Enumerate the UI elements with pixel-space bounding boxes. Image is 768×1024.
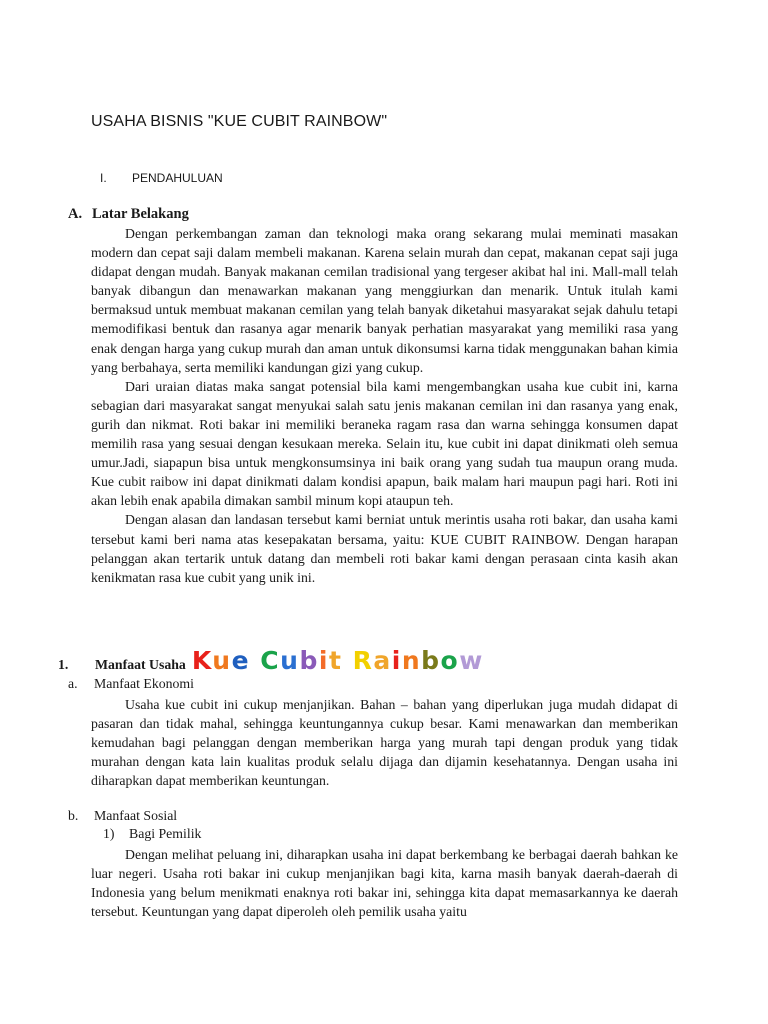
pemilik-label: Bagi Pemilik (129, 826, 202, 841)
sosial-label: Manfaat Sosial (94, 808, 178, 823)
pemilik-number: 1) (103, 826, 115, 841)
ekonomi-label: Manfaat Ekonomi (94, 676, 195, 691)
rainbow-letter: t (328, 646, 343, 675)
rainbow-letter: u (280, 646, 300, 675)
section-a-heading (68, 206, 189, 223)
manfaat-usaha-heading (58, 646, 484, 679)
paragraph: Dengan perkembangan zaman dan teknologi maka orang sekarang mulai meminati masakan modern dan cepat saji dalam membeli makanan. Karena selain murah dan cepat, makanan cepat saji juga didapat dengan mudah. Banyak makanan cemilan tradisional yang tergeser akibat hal ini. Mall-mall telah banyak dibangun dan menawarkan makanan yang menggiurkan dan menarik. Untuk itulah kami bermaksud untuk membuat makanan cemilan yang telah banyak diketahui masyarakat sejak dahulu tetapi memodifikasi bentuk dan rasanya agar menarik banyak perhatian masyarakat yang memiliki rasa yang enak dengan harga yang cukup murah dan aman untuk dikonsumsi karna tidak menggunakan bahan kimia yang berbahaya, serta memiliki kandungan gizi yang cukup. (91, 226, 678, 375)
paragraph: Dari uraian diatas maka sangat potensial bila kami mengembangkan usaha kue cubit ini, karna sebagian dari masyarakat sangat menyukai salah satu jenis makanan cemilan ini dan rasanya yang enak, gurih dan nikmat. Roti bakar ini memiliki beraneka ragam rasa dan warna sehingga konsumen dapat memilih rasa yang sesuai dengan kesukaan mereka. Selain itu, kue cubit ini dapat dinikmati oleh semua umur.Jadi, siapapun bisa untuk mengkonsumsinya ini baik orang yang sudah tua maupun orang muda. Kue cubit raibow ini dapat dinikmati dalam kondisi apapun, baik malam hari maupun pagi hari. Roti ini akan lebih enak apabila dimakan sambil minum kopi ataupun teh. (91, 378, 678, 509)
rainbow-letter (250, 646, 260, 675)
rainbow-letter: i (391, 646, 402, 675)
chapter-label: PENDAHULUAN (132, 171, 223, 185)
rainbow-letter: K (191, 646, 213, 675)
paragraph: Dengan melihat peluang ini, diharapkan usaha ini dapat berkembang ke berbagai daerah bahkan ke luar negeri. Usaha roti bakar ini cukup menjanjikan bagi kita, karna masih banyak daerah-daerah di Indonesia yang belum menikmati enaknya roti bakar ini, sehingga kita dapat memasarkannya ke daerah tersebut. Keuntungan yang dapat diperoleh oleh pemilik usaha yaitu (91, 847, 678, 920)
rainbow-letter: i (318, 646, 329, 675)
ekonomi-number: a. (68, 676, 78, 691)
rainbow-letter: a (373, 646, 392, 675)
chapter-heading (100, 171, 223, 185)
section-a-label: Latar Belakang (92, 206, 189, 222)
sosial-number: b. (68, 808, 79, 823)
kue-cubit-rainbow-wordart (192, 646, 484, 675)
manfaat-ekonomi-heading (68, 676, 194, 692)
latar-belakang-body (91, 224, 678, 587)
manfaat-ekonomi-body (91, 695, 678, 790)
paragraph: Usaha kue cubit ini cukup menjanjikan. Bahan – bahan yang diperlukan juga mudah didapat di pasaran dan tidak mahal, sehingga keuntungannya cukup besar. Kami menawarkan dan memberikan kemudahan bagi pelanggan dengan memberikan harga yang murah tapi dengan produk yang tidak murahan dengan kata lain kualitas produk selalu dijaga dan dijamin kesehatannya. Dengan usaha ini diharapkan dapat memberikan keuntungan. (91, 697, 678, 789)
rainbow-letter: C (260, 646, 281, 675)
paragraph: Dengan alasan dan landasan tersebut kami berniat untuk merintis usaha roti bakar, dan usaha kami tersebut kami beri nama atas kesepakatan bersama, yaitu: KUE CUBIT RAINBOW. Dengan harapan pelanggan akan tertarik untuk datang dan membeli roti bakar kami dengan perasaan cinta kasih akan kenikmatan rasa kue cubit yang unik ini. (91, 512, 678, 585)
bagi-pemilik-heading (103, 826, 201, 842)
rainbow-letter: b (299, 646, 319, 675)
manfaat-number: 1. (58, 656, 69, 672)
rainbow-letter (342, 646, 352, 675)
rainbow-letter: e (231, 646, 251, 675)
rainbow-letter: b (421, 646, 441, 675)
rainbow-letter: w (459, 646, 484, 675)
manfaat-label: Manfaat Usaha (95, 656, 186, 672)
rainbow-letter: o (440, 646, 460, 675)
chapter-number: I. (100, 171, 107, 185)
manfaat-sosial-heading (68, 808, 177, 824)
bagi-pemilik-body (91, 845, 678, 921)
rainbow-letter: R (352, 646, 374, 675)
rainbow-letter: n (401, 646, 422, 675)
section-a-number: A. (68, 206, 83, 222)
document-title: USAHA BISNIS "KUE CUBIT RAINBOW" (91, 113, 388, 130)
rainbow-letter: u (212, 646, 232, 675)
